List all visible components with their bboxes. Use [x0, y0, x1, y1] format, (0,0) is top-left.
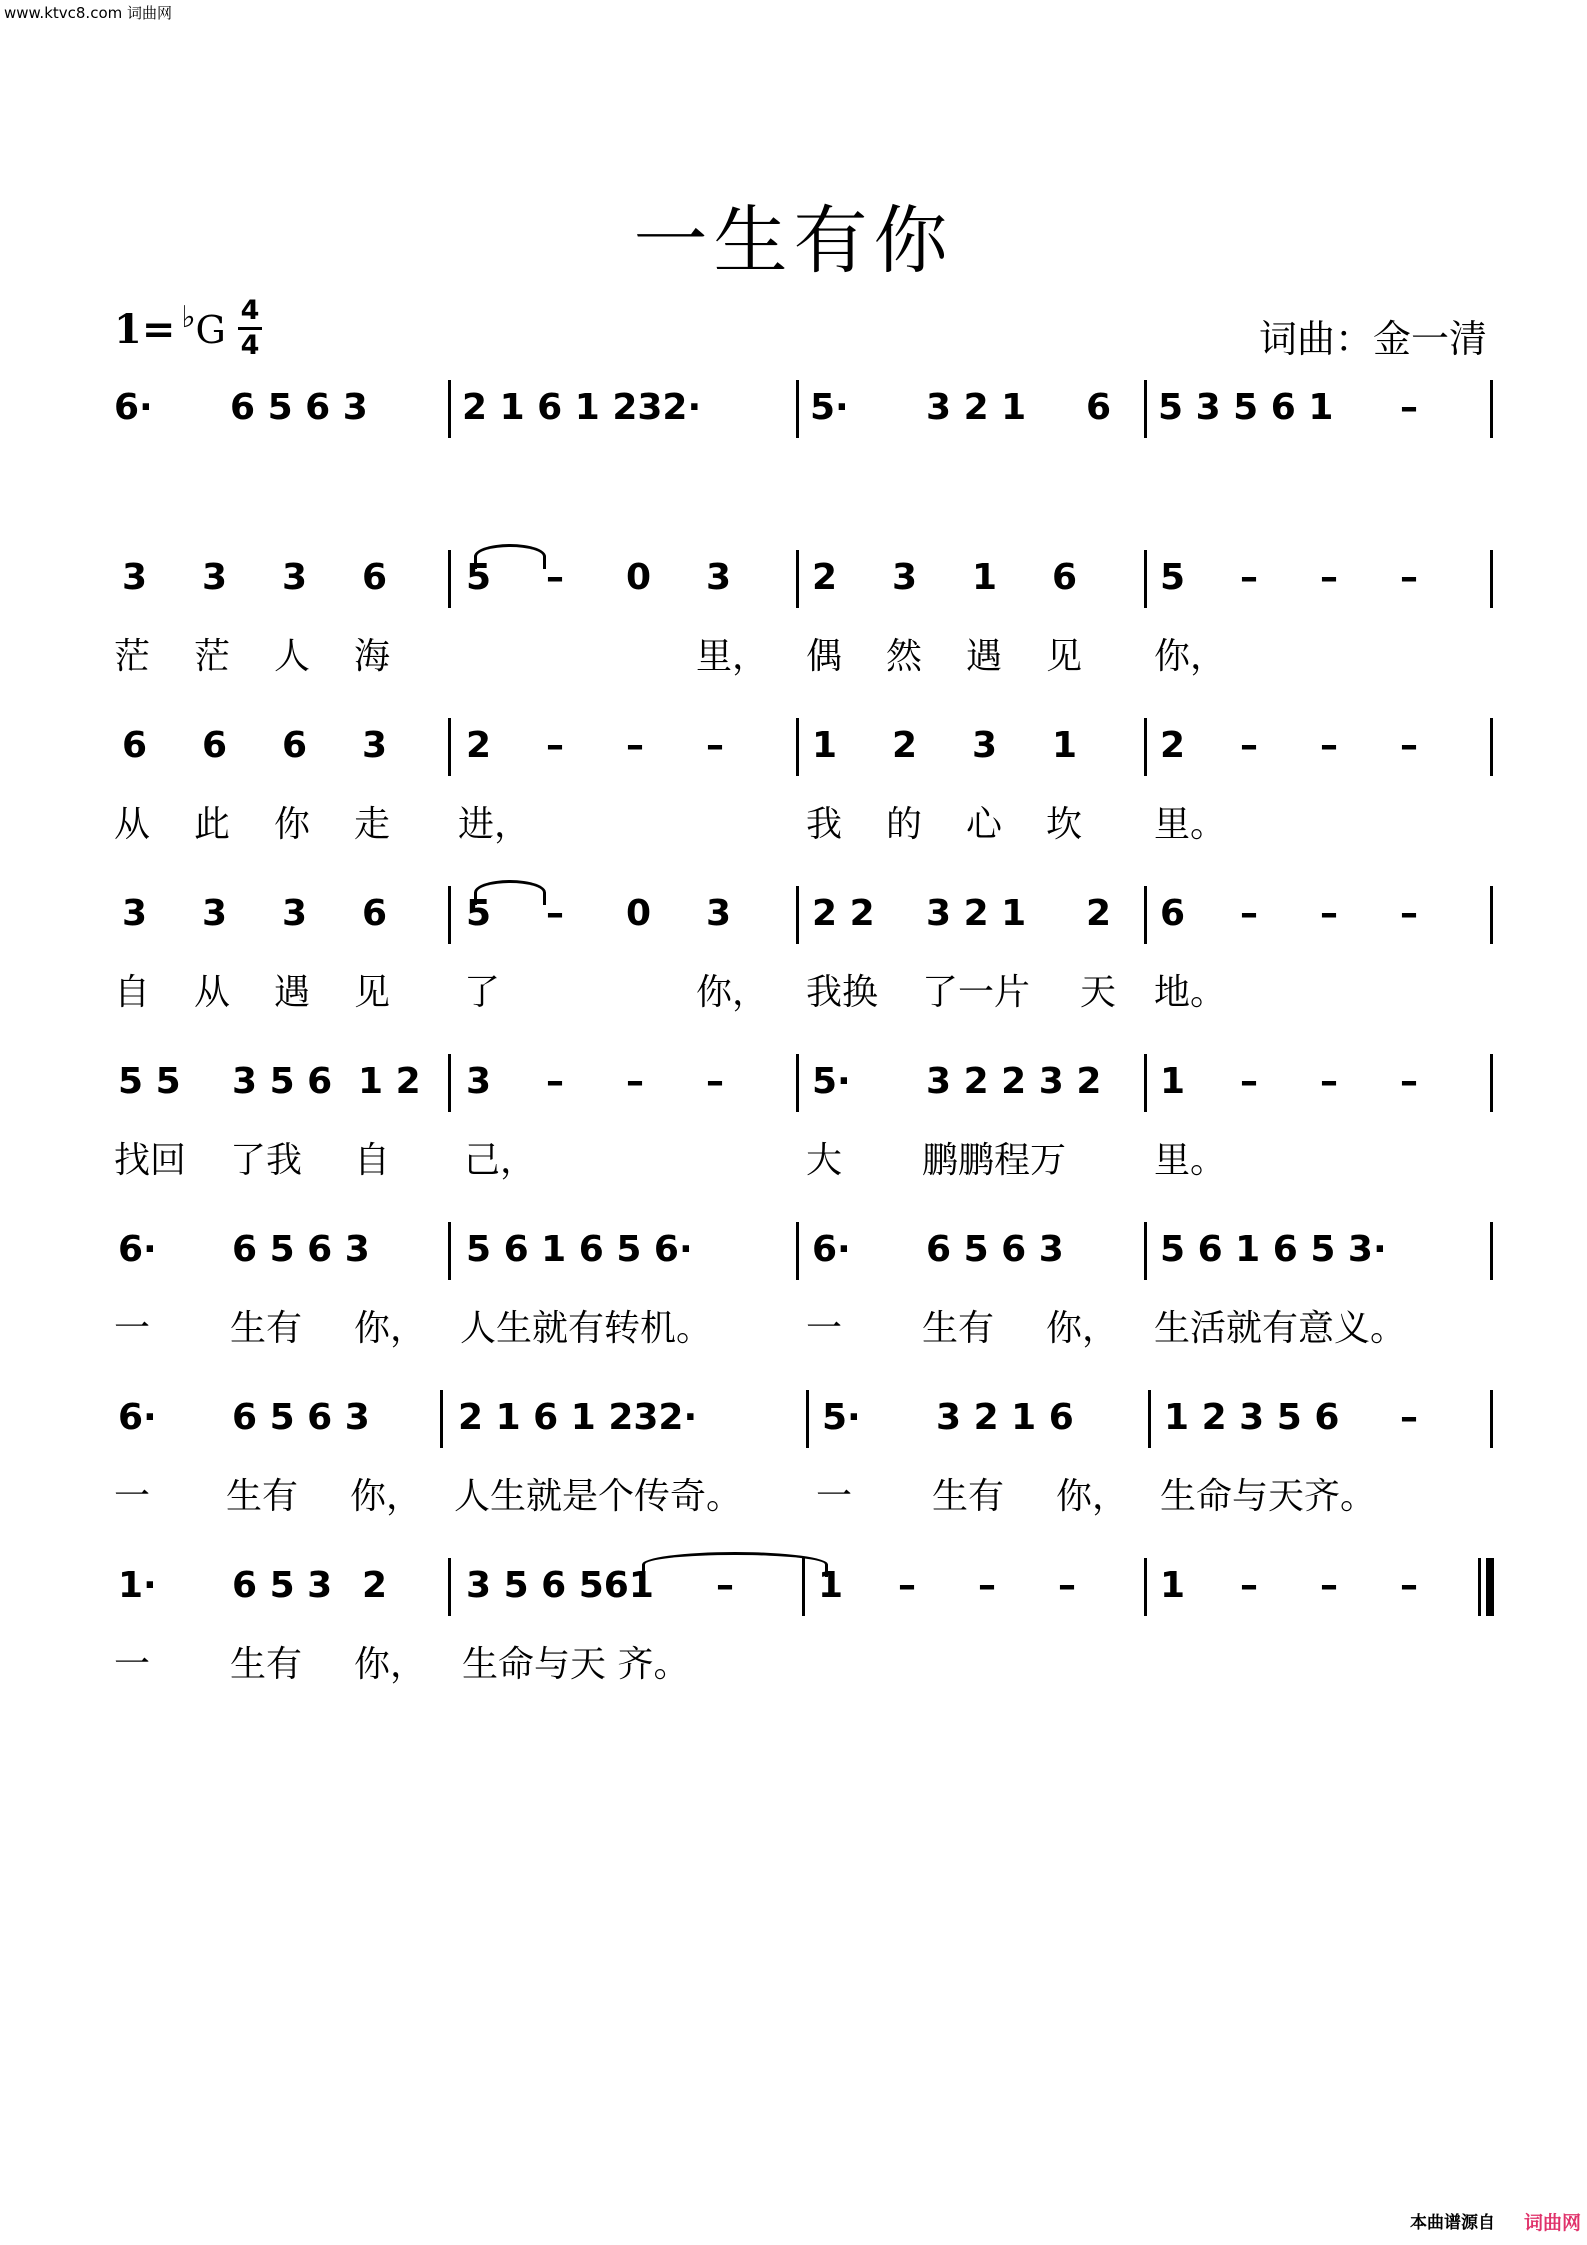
bar-line: [448, 886, 451, 944]
note: –: [546, 1061, 564, 1102]
lyric: 你，: [696, 972, 769, 1013]
lyric: 我换: [806, 972, 879, 1013]
note: 3: [972, 725, 998, 766]
note-group: 6·: [812, 1229, 851, 1270]
note: –: [706, 1061, 724, 1102]
note-group: 6: [1086, 387, 1112, 428]
note: –: [1320, 557, 1338, 598]
note: 3: [706, 557, 732, 598]
lyric: 里。: [1154, 804, 1227, 845]
bar-line: [1490, 550, 1493, 608]
flat-sign: ♭: [181, 300, 196, 335]
lyric: 的: [886, 804, 923, 845]
note: 5: [1160, 557, 1186, 598]
note: 1: [1160, 1061, 1186, 1102]
note: –: [1240, 557, 1258, 598]
note: –: [1320, 1565, 1338, 1606]
lyric: 见: [1046, 636, 1083, 677]
lyric: 你，: [1046, 1308, 1119, 1349]
note: –: [626, 1061, 644, 1102]
lyric: 偶: [806, 636, 843, 677]
note: 1: [812, 725, 838, 766]
lyric: 从: [114, 804, 151, 845]
lyric: 你: [274, 804, 311, 845]
note: –: [978, 1565, 996, 1606]
note: 1: [818, 1565, 844, 1606]
note: 5: [466, 557, 492, 598]
bar-line: [448, 550, 451, 608]
note: 3: [122, 557, 148, 598]
bar-line: [796, 380, 799, 438]
lyric: 了: [464, 972, 501, 1013]
note: 5: [466, 893, 492, 934]
note: –: [1400, 725, 1418, 766]
bar-line: [802, 1558, 805, 1616]
note-group: 3 2 1 6: [936, 1397, 1074, 1438]
key-prefix: 1=: [114, 306, 176, 353]
note-group: 6 5 3: [232, 1565, 333, 1606]
note: 3: [892, 557, 918, 598]
note: 3: [202, 557, 228, 598]
lyric: 一: [114, 1644, 151, 1685]
note: 6: [122, 725, 148, 766]
bar-line: [796, 718, 799, 776]
note-group: 6·: [118, 1229, 157, 1270]
lyric: 一: [114, 1476, 151, 1517]
lyric: 见: [354, 972, 391, 1013]
lyric: 心: [966, 804, 1003, 845]
note-group: 5 5: [118, 1061, 181, 1102]
bar-line: [448, 718, 451, 776]
lyric: 你，: [354, 1644, 427, 1685]
bar-line: [1490, 1390, 1493, 1448]
composer-credit: 词曲：金一清: [1258, 317, 1487, 361]
lyric: 生有: [230, 1308, 303, 1349]
bar-line: [1490, 1222, 1493, 1280]
final-bar-thick: [1486, 1558, 1494, 1616]
lyric: 大: [806, 1140, 843, 1181]
note: –: [1320, 725, 1338, 766]
note-group: 3 2 1: [926, 893, 1027, 934]
note: 2: [1086, 893, 1112, 934]
note: –: [1400, 1397, 1418, 1438]
lyric: 茫: [194, 636, 231, 677]
note-group: 2 1 6 1 232·: [462, 387, 702, 428]
bar-line: [1144, 718, 1147, 776]
lyric: 走: [354, 804, 391, 845]
note: 6: [282, 725, 308, 766]
bar-line: [796, 1222, 799, 1280]
note: 3: [282, 557, 308, 598]
note: –: [1320, 1061, 1338, 1102]
bar-line: [448, 1222, 451, 1280]
note: 6: [202, 725, 228, 766]
lyric: 生命与天 齐。: [462, 1644, 690, 1685]
lyric: 生活就有意义。: [1154, 1308, 1407, 1349]
lyric: 了我: [230, 1140, 303, 1181]
bar-line: [1144, 886, 1147, 944]
note-group: 2 2: [812, 893, 875, 934]
note: –: [1058, 1565, 1076, 1606]
note-group: –: [1400, 387, 1418, 428]
note-group: 6 5 6 3: [926, 1229, 1064, 1270]
lyric: 里。: [1154, 1140, 1227, 1181]
lyric: 海: [354, 636, 391, 677]
bar-line: [1144, 550, 1147, 608]
lyric: 进，: [458, 804, 531, 845]
note: 2: [812, 557, 838, 598]
key-signature: [114, 300, 226, 353]
note: –: [1240, 893, 1258, 934]
bar-line: [1144, 380, 1147, 438]
note-group: 6·: [114, 387, 153, 428]
lyric: 人生就有转机。: [460, 1308, 713, 1349]
footer-site: 词曲网: [1523, 2212, 1581, 2234]
lyric: 你，: [354, 1308, 427, 1349]
lyric: 然: [886, 636, 923, 677]
note: 6: [362, 893, 388, 934]
score-row-3: [0, 724, 1587, 844]
note-group: 6·: [118, 1397, 157, 1438]
lyric: 你，: [1154, 636, 1227, 677]
note: –: [716, 1565, 734, 1606]
bar-line: [448, 380, 451, 438]
meter-top: 4: [240, 295, 260, 326]
note: –: [1240, 725, 1258, 766]
bar-line: [796, 550, 799, 608]
note: –: [1400, 1565, 1418, 1606]
note: 1: [972, 557, 998, 598]
score-row-1: [0, 386, 1587, 506]
note: 3: [706, 893, 732, 934]
note: 1: [1052, 725, 1078, 766]
lyric: 人生就是个传奇。: [454, 1476, 743, 1517]
note: 6: [1160, 893, 1186, 934]
lyric: 生有: [230, 1644, 303, 1685]
time-signature: [238, 296, 262, 361]
note: 1: [1160, 1565, 1186, 1606]
note: –: [1320, 893, 1338, 934]
song-title: 一生有你: [633, 198, 954, 284]
bar-line: [796, 886, 799, 944]
bar-line: [440, 1390, 443, 1448]
lyric: 一: [114, 1308, 151, 1349]
lyric: 人: [274, 636, 311, 677]
note: –: [1240, 1061, 1258, 1102]
note-group: 5 3 5 6 1: [1158, 387, 1334, 428]
score-row-6: [0, 1228, 1587, 1348]
bar-line: [1144, 1222, 1147, 1280]
lyric: 地。: [1154, 972, 1227, 1013]
note-group: 1 2: [358, 1061, 421, 1102]
note-group: 3 2 1: [926, 387, 1027, 428]
note: 3: [362, 725, 388, 766]
bar-line: [1490, 718, 1493, 776]
note-group: 6 5 6 3: [230, 387, 368, 428]
note: –: [1240, 1565, 1258, 1606]
lyric: 里，: [696, 636, 769, 677]
note: –: [706, 725, 724, 766]
note: –: [546, 893, 564, 934]
key-note: G: [195, 308, 226, 352]
note-group: 3 5 6: [232, 1061, 333, 1102]
bar-line: [1144, 1558, 1147, 1616]
lyric: 找回: [114, 1140, 187, 1181]
bar-line: [1490, 886, 1493, 944]
note: 3: [282, 893, 308, 934]
note: 2: [892, 725, 918, 766]
lyric: 己，: [464, 1140, 537, 1181]
note-group: 1·: [118, 1565, 157, 1606]
note: –: [1400, 893, 1418, 934]
note-group: 6 5 6 3: [232, 1229, 370, 1270]
note-group: 5·: [812, 1061, 851, 1102]
note-group: 6 5 6 3: [232, 1397, 370, 1438]
lyric: 自: [354, 1140, 391, 1181]
footer-source: 本曲谱源自: [1410, 2213, 1495, 2233]
lyric: 一: [816, 1476, 853, 1517]
lyric: 生有: [932, 1476, 1005, 1517]
bar-line: [1490, 1054, 1493, 1112]
note-group: 3 5 6 561: [466, 1565, 654, 1606]
lyric: 生有: [922, 1308, 995, 1349]
note: –: [546, 725, 564, 766]
note: 2: [1160, 725, 1186, 766]
note: –: [626, 725, 644, 766]
lyric: 天: [1080, 972, 1117, 1013]
meter-bottom: 4: [240, 330, 260, 361]
score-row-2: [0, 556, 1587, 676]
lyric: 鹏鹏程万: [922, 1140, 1067, 1181]
note: 3: [122, 893, 148, 934]
lyric: 坎: [1046, 804, 1083, 845]
note: 0: [626, 893, 652, 934]
note-group: 5·: [810, 387, 849, 428]
note: 3: [466, 1061, 492, 1102]
note-group: 2 1 6 1 232·: [458, 1397, 698, 1438]
score-row-5: [0, 1060, 1587, 1180]
lyric: 生有: [226, 1476, 299, 1517]
lyric: 此: [194, 804, 231, 845]
bar-line: [1490, 380, 1493, 438]
watermark: www.ktvc8.com 词曲网: [4, 4, 173, 22]
bar-line: [448, 1558, 451, 1616]
note-group: 5·: [822, 1397, 861, 1438]
note-group: 5 6 1 6 5 3·: [1160, 1229, 1387, 1270]
score-row-4: [0, 892, 1587, 1012]
lyric: 从: [194, 972, 231, 1013]
final-bar-thin: [1478, 1558, 1481, 1616]
slur: [642, 1552, 828, 1577]
note: 6: [1052, 557, 1078, 598]
note-group: 5 6 1 6 5 6·: [466, 1229, 693, 1270]
lyric: 你，: [350, 1476, 423, 1517]
note: –: [546, 557, 564, 598]
bar-line: [448, 1054, 451, 1112]
note-group: 1 2 3 5 6: [1164, 1397, 1340, 1438]
lyric: 我: [806, 804, 843, 845]
lyric: 生命与天齐。: [1160, 1476, 1377, 1517]
lyric: 一: [806, 1308, 843, 1349]
note: –: [1400, 557, 1418, 598]
lyric: 自: [114, 972, 151, 1013]
lyric: 茫: [114, 636, 151, 677]
lyric: 了一片: [922, 972, 1031, 1013]
bar-line: [806, 1390, 809, 1448]
note: 2: [362, 1565, 388, 1606]
score-row-7: [0, 1396, 1587, 1516]
bar-line: [1148, 1390, 1151, 1448]
note-group: 3 2 2 3 2: [926, 1061, 1102, 1102]
note: 6: [362, 557, 388, 598]
lyric: 遇: [966, 636, 1003, 677]
note: –: [1400, 1061, 1418, 1102]
note: 2: [466, 725, 492, 766]
lyric: 你，: [1056, 1476, 1129, 1517]
note: 0: [626, 557, 652, 598]
lyric: 遇: [274, 972, 311, 1013]
bar-line: [1144, 1054, 1147, 1112]
note: 3: [202, 893, 228, 934]
score-row-8: [0, 1564, 1587, 1684]
bar-line: [796, 1054, 799, 1112]
note: –: [898, 1565, 916, 1606]
